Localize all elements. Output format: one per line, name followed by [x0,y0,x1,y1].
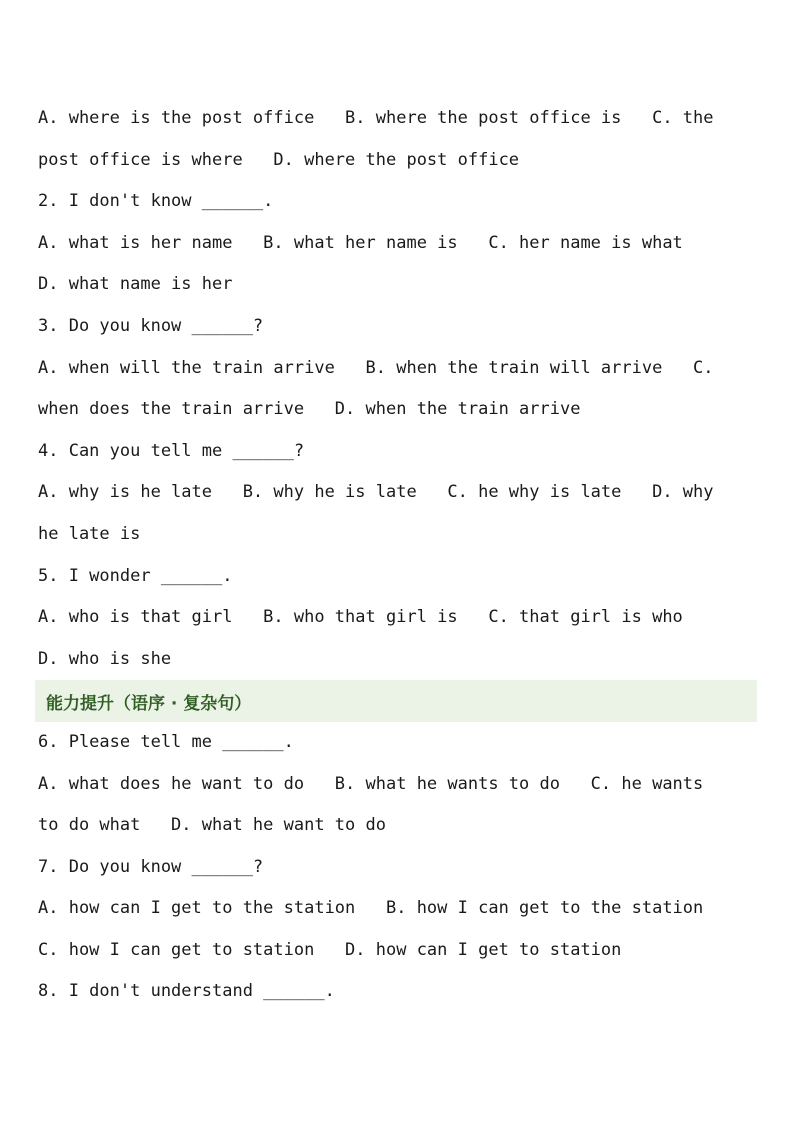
question-line: 5. I wonder ______. [38,565,233,586]
options-line: to do what D. what he want to do [38,815,386,836]
section-header [35,680,757,722]
options-line: A. why is he late B. why he is late C. he why is late D. why [38,482,714,503]
options-line: C. how I can get to station D. how can I get to station [38,939,622,960]
options-line: when does the train arrive D. when the train arrive [38,399,581,420]
text-line: post office is where D. where the post office [38,149,520,170]
question-line: 8. I don't understand ______. [38,981,335,1002]
options-line: A. who is that girl B. who that girl is C. that girl is who [38,607,683,628]
question-block-1 [38,98,758,680]
question-block-2 [38,722,758,1013]
question-line: 2. I don't know ______. [38,191,274,212]
options-line: he late is [38,523,141,544]
options-line: A. when will the train arrive B. when the train will arrive C. [38,357,714,378]
options-line: A. how can I get to the station B. how I can get to the station [38,898,704,919]
worksheet-page [38,98,758,1013]
options-line: A. what does he want to do B. what he wants to do C. he wants [38,773,704,794]
options-line: A. what is her name B. what her name is C. her name is what [38,232,683,253]
section-title: 能力提升（语序 · 复杂句） [46,693,252,714]
question-line: 3. Do you know ______? [38,315,264,336]
question-line: 4. Can you tell me ______? [38,440,305,461]
text-line: A. where is the post office B. where the post office is C. the [38,108,714,128]
options-line: D. what name is her [38,274,233,295]
options-line: D. who is she [38,648,172,669]
question-line: 6. Please tell me ______. [38,731,294,752]
question-line: 7. Do you know ______? [38,856,264,877]
